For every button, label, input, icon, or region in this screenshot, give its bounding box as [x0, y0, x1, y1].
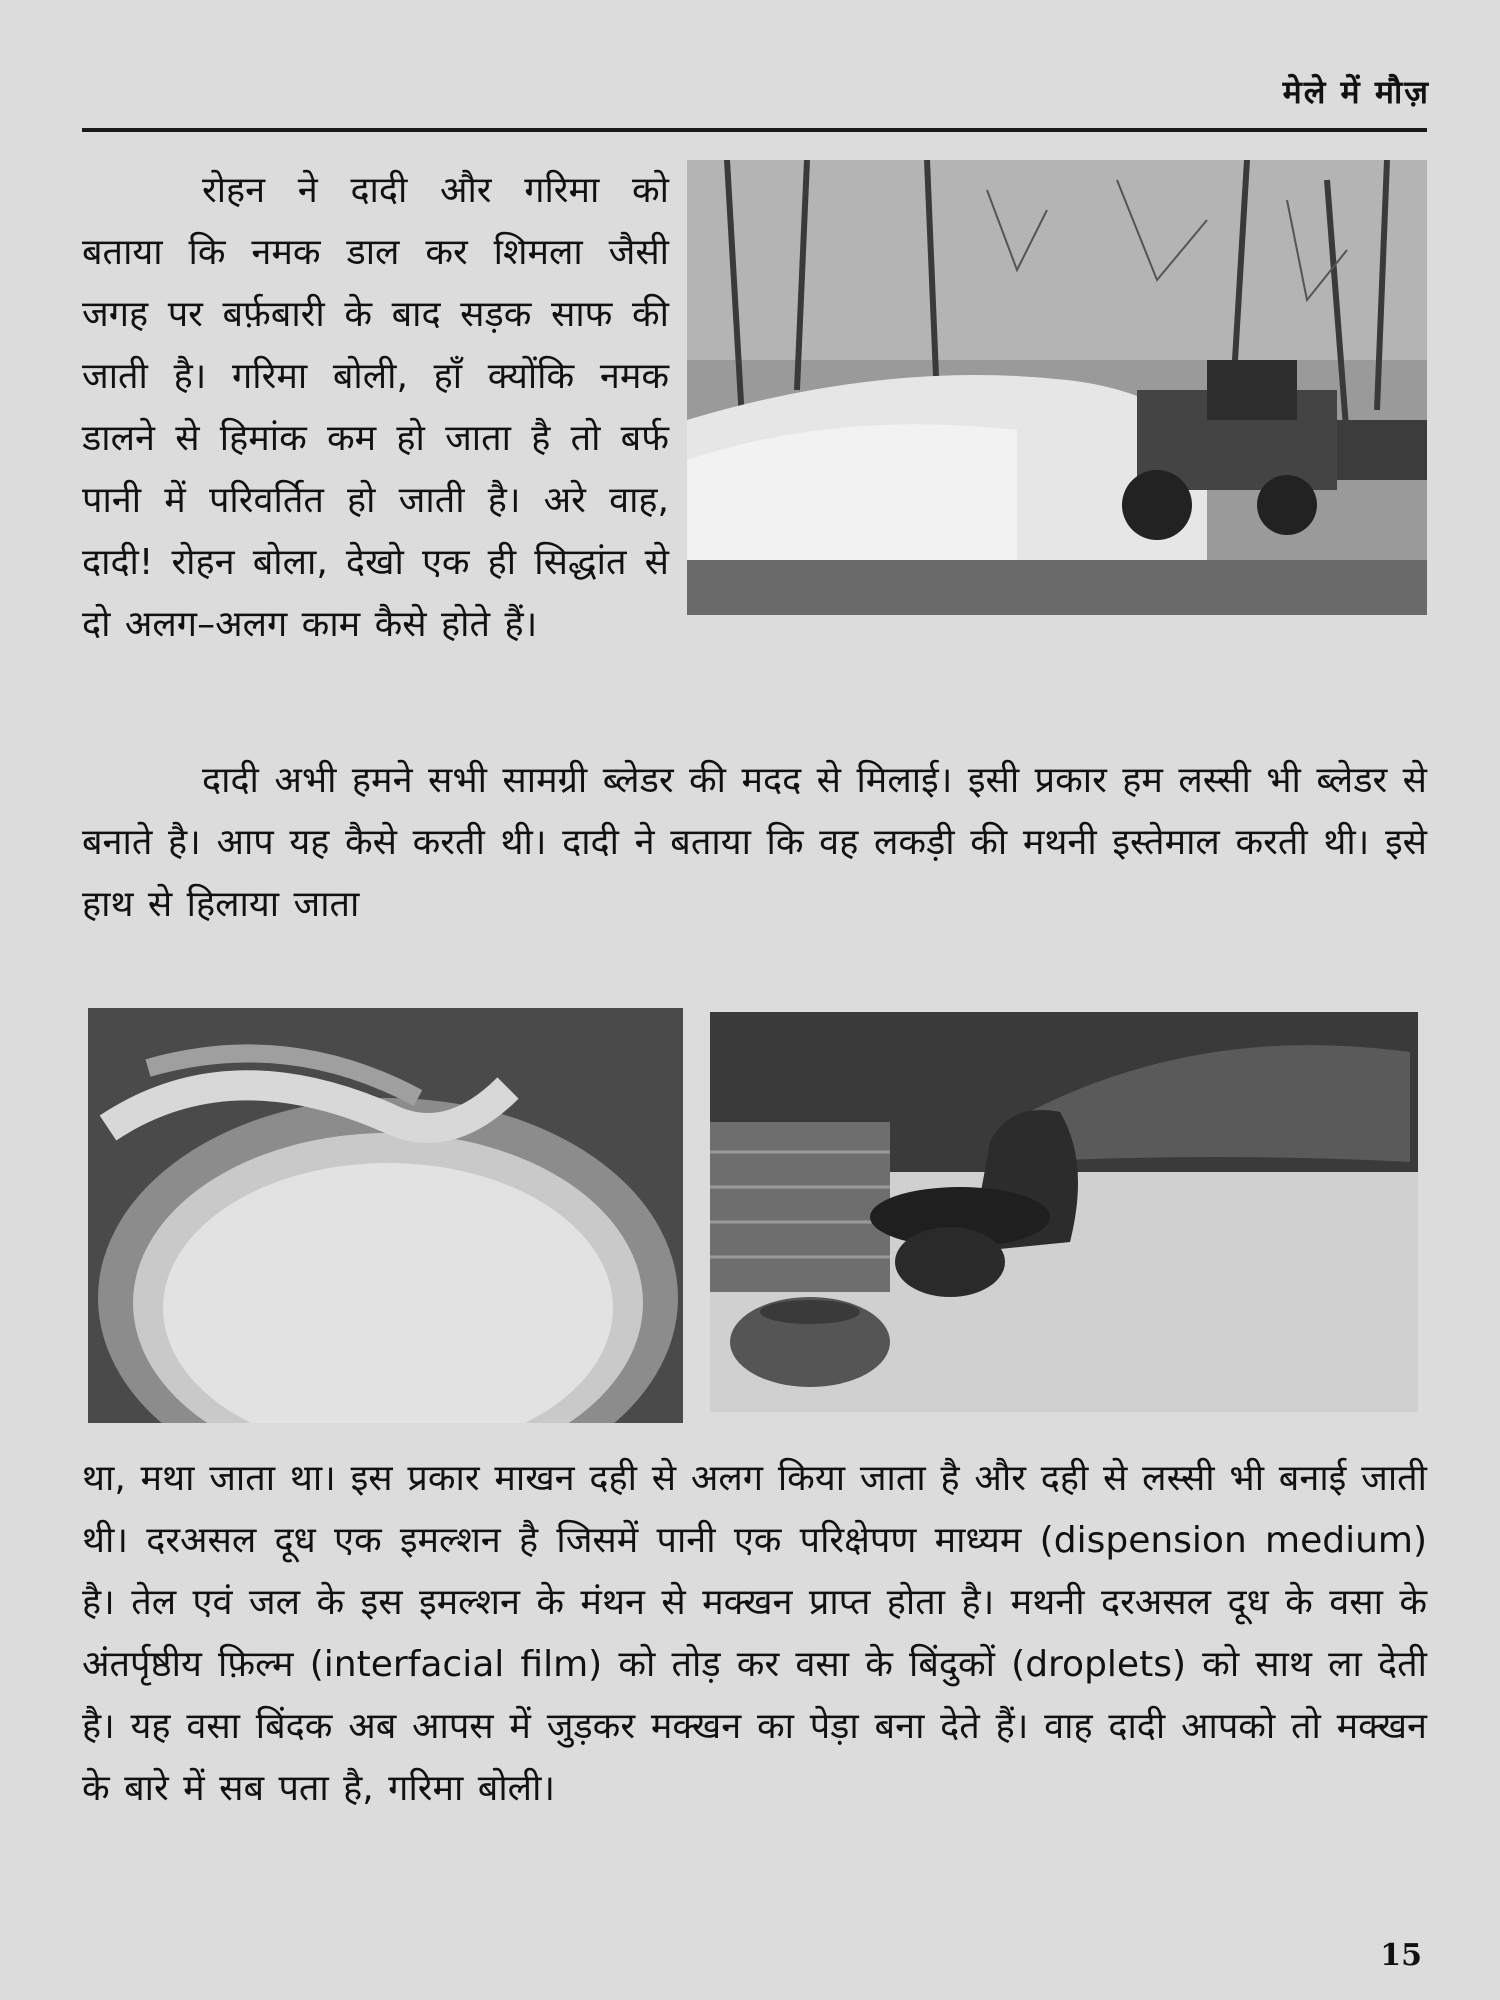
paragraph-1 [82, 160, 1427, 656]
header-rule [82, 128, 1427, 132]
photo-curd-bowl [88, 1008, 683, 1423]
woman-churning-image [710, 1012, 1418, 1412]
snow-clearing-image [687, 160, 1427, 615]
photo-woman-churning [710, 1012, 1418, 1412]
curd-bowl-image [88, 1008, 683, 1423]
paragraph-2: दादी अभी हमने सभी सामग्री ब्लेडर की मदद से मिलाई। इसी प्रकार हम लस्सी भी ब्लेडर से बनाते है। आप यह कैसे करती थी। दादी ने बताया कि वह लकड़ी की मथनी इस्तेमाल करती थी। इसे हाथ से हिलाया जाता [82, 760, 1427, 925]
page-number: 15 [1380, 1938, 1422, 1973]
paragraph-1-text: रोहन ने दादी और गरिमा को बताया कि नमक डाल कर शिमला जैसी जगह पर बर्फ़बारी के बाद सड़क साफ की जाती है। गरिमा बोली, हाँ क्योंकि नमक डालने से हिमांक कम हो जाता है तो बर्फ पानी में परिवर्तित हो जाती है। अरे वाह, दादी! रोहन बोला, देखो एक ही सिद्धांत से दो अलग–अलग काम कैसे होते हैं। [82, 170, 669, 645]
paragraph-3: था, मथा जाता था। इस प्रकार माखन दही से अलग किया जाता है और दही से लस्सी भी बनाई जाती थी। दरअसल दूध एक इमल्शन है जिसमें पानी एक परिक्षेपण माध्यम (dispension medium) है। तेल एवं जल के इस इमल्शन के मंथन से मक्खन प्राप्त होता है। मथनी दरअसल दूध के वसा के अंतर्पृष्ठीय फ़िल्म (interfacial film) को तोड़ कर वसा के बिंदुकों (droplets) को साथ ला देती है। यह वसा बिंदक अब आपस में जुड़कर मक्खन का पेड़ा बना देते हैं। वाह दादी आपको तो मक्खन के बारे में सब पता है, गरिमा बोली। [82, 1458, 1427, 1809]
running-head: मेले में मौज़ [1282, 73, 1430, 111]
photo-snow-clearing [687, 160, 1427, 615]
